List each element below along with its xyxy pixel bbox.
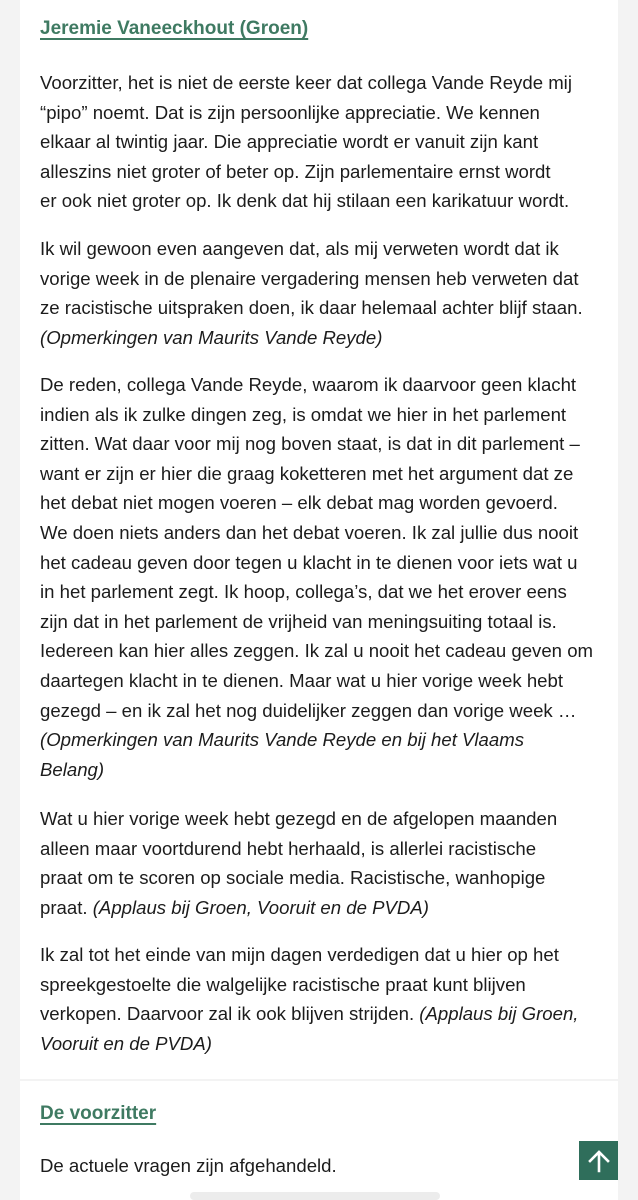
speech-paragraph-2: [40, 234, 602, 352]
chair-paragraph: [40, 1151, 602, 1181]
text-line: Ik wil gewoon even aangeven dat, als mij verweten wordt dat ik: [40, 238, 559, 259]
text-line: De actuele vragen zijn afgehandeld.: [40, 1155, 337, 1176]
text-line: Iedereen kan hier alles zeggen. Ik zal u nooit het cadeau geven om: [40, 640, 594, 662]
text-line: want er zijn er hier die graag koketteren met het argument dat ze: [40, 462, 574, 484]
text-line: zitten. Wat daar voor mij nog boven staat, is dat in dit parlement –: [40, 433, 580, 455]
chair-name-link[interactable]: De voorzitter: [40, 1103, 157, 1124]
remark-line: (Opmerkingen van Maurits Vande Reyde): [40, 326, 383, 348]
text-line: Ik zal tot het einde van mijn dagen verdedigen dat u hier op het: [40, 944, 559, 965]
text-line: Voorzitter, het is niet de eerste keer dat collega Vande Reyde mij: [40, 72, 572, 93]
text-line: daartegen klacht in te dienen. Maar wat u hier vorige week hebt: [40, 669, 564, 691]
text-line: het cadeau geven door tegen u klacht in te dienen voor iets wat u: [40, 551, 578, 573]
scroll-to-top-button[interactable]: [579, 1141, 618, 1180]
speech-paragraph-3: [40, 370, 602, 784]
remark-inline: (Applaus bij Groen, Vooruit en de PVDA): [92, 896, 429, 918]
remark-line: Belang): [40, 758, 105, 780]
text-line: “pipo” noemt. Dat is zijn persoonlijke appreciatie. We kennen: [40, 101, 540, 123]
text-line: alleen maar voortdurend hebt herhaald, is allerlei racistische: [40, 837, 537, 859]
text-line: er ook niet groter op. Ik denk dat hij stilaan een karikatuur wordt.: [40, 190, 570, 212]
speech-paragraph-4: [40, 804, 602, 922]
home-indicator: [190, 1192, 440, 1200]
text-fragment: verkopen. Daarvoor zal ik ook blijven strijden.: [40, 1003, 415, 1025]
text-line: praat om te scoren op sociale media. Racistische, wanhopige: [40, 867, 546, 889]
text-line: Wat u hier vorige week hebt gezegd en de afgelopen maanden: [40, 808, 558, 829]
text-line: alleszins niet groter of beter op. Zijn parlementaire ernst wordt: [40, 160, 551, 182]
text-line: [40, 893, 602, 923]
text-line: vorige week in de plenaire vergadering mensen heb verweten dat: [40, 267, 579, 289]
remark-inline: (Applaus bij Groen,: [419, 1003, 579, 1025]
text-line: We doen niets anders dan het debat voeren. Ik zal jullie dus nooit: [40, 521, 579, 543]
speaker-name-link[interactable]: Jeremie Vaneeckhout (Groen): [40, 18, 309, 39]
arrow-up-icon: [586, 1148, 612, 1174]
speech-paragraph-5: [40, 940, 602, 1058]
text-line: gezegd – en ik zal het nog duidelijker zeggen dan vorige week …: [40, 699, 577, 721]
remark-line: (Opmerkingen van Maurits Vande Reyde en bij het Vlaams: [40, 729, 525, 751]
text-line: indien als ik zulke dingen zeg, is omdat we hier in het parlement: [40, 403, 567, 425]
chair-card: [20, 1081, 618, 1200]
text-line: in het parlement zegt. Ik hoop, collega’s, dat we het erover eens: [40, 581, 567, 603]
text-line: elkaar al twintig jaar. Die appreciatie wordt er vanuit zijn kant: [40, 131, 539, 153]
text-line: spreekgestoelte die walgelijke racistische praat kunt blijven: [40, 973, 526, 995]
text-line: De reden, collega Vande Reyde, waarom ik daarvoor geen klacht: [40, 374, 577, 395]
text-fragment: praat.: [40, 896, 88, 918]
speech-paragraph-1: [40, 68, 602, 216]
speech-card: [20, 0, 618, 1079]
text-line: het debat niet mogen voeren – elk debat mag worden gevoerd.: [40, 492, 558, 514]
text-line: [40, 999, 602, 1029]
text-line: zijn dat in het parlement de vrijheid van meningsuiting totaal is.: [40, 610, 557, 632]
text-line: ze racistische uitspraken doen, ik daar helemaal achter blijf staan.: [40, 297, 583, 319]
remark-line: Vooruit en de PVDA): [40, 1032, 212, 1054]
